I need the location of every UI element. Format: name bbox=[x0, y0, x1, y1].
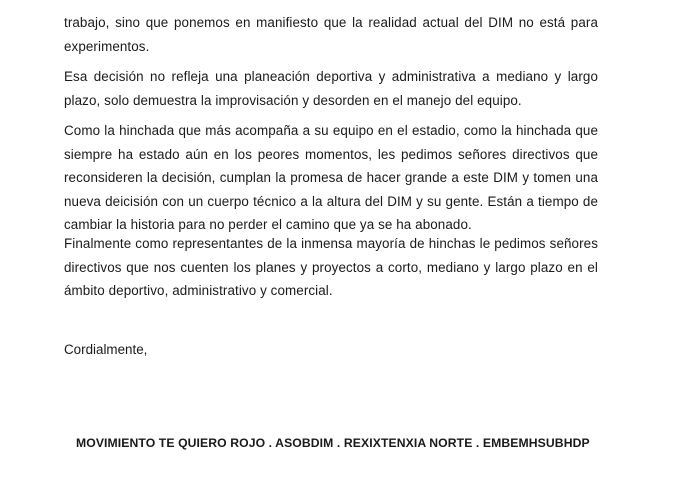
paragraph-3: Como la hinchada que más acompaña a su equipo en el estadio, como la hinchada que siempre ha estado aún en los peores momentos, les pedimos señores directivos que reconsideren la decisión, cumplan la promesa de hacer grande a este DIM y tomen una nueva deicisión con un cuerpo técnico a la altura del DIM y su gente. Están a tiempo de cambiar la historia para no perder el camino que ya se ha abonado. bbox=[64, 123, 598, 232]
signature-line: MOVIMIENTO TE QUIERO ROJO . ASOBDIM . REXIXTENXIA NORTE . EMBEMHSUBHDP bbox=[76, 436, 590, 450]
paragraph-2: Esa decisión no refleja una planeación deportiva y administrativa a mediano y largo plazo, solo demuestra la improvisación y desorden en el manejo del equipo. bbox=[64, 69, 598, 108]
paragraph-4: Finalmente como representantes de la inmensa mayoría de hinchas le pedimos señores directivos que nos cuenten los planes y proyectos a corto, mediano y largo plazo en el ámbito deportivo, administrativo y comercial. bbox=[64, 236, 598, 298]
paragraph-1: trabajo, sino que ponemos en manifiesto que la realidad actual del DIM no está para experimentos. bbox=[64, 15, 598, 54]
letter-page bbox=[64, 0, 598, 478]
closing-salutation: Cordialmente, bbox=[64, 342, 148, 357]
